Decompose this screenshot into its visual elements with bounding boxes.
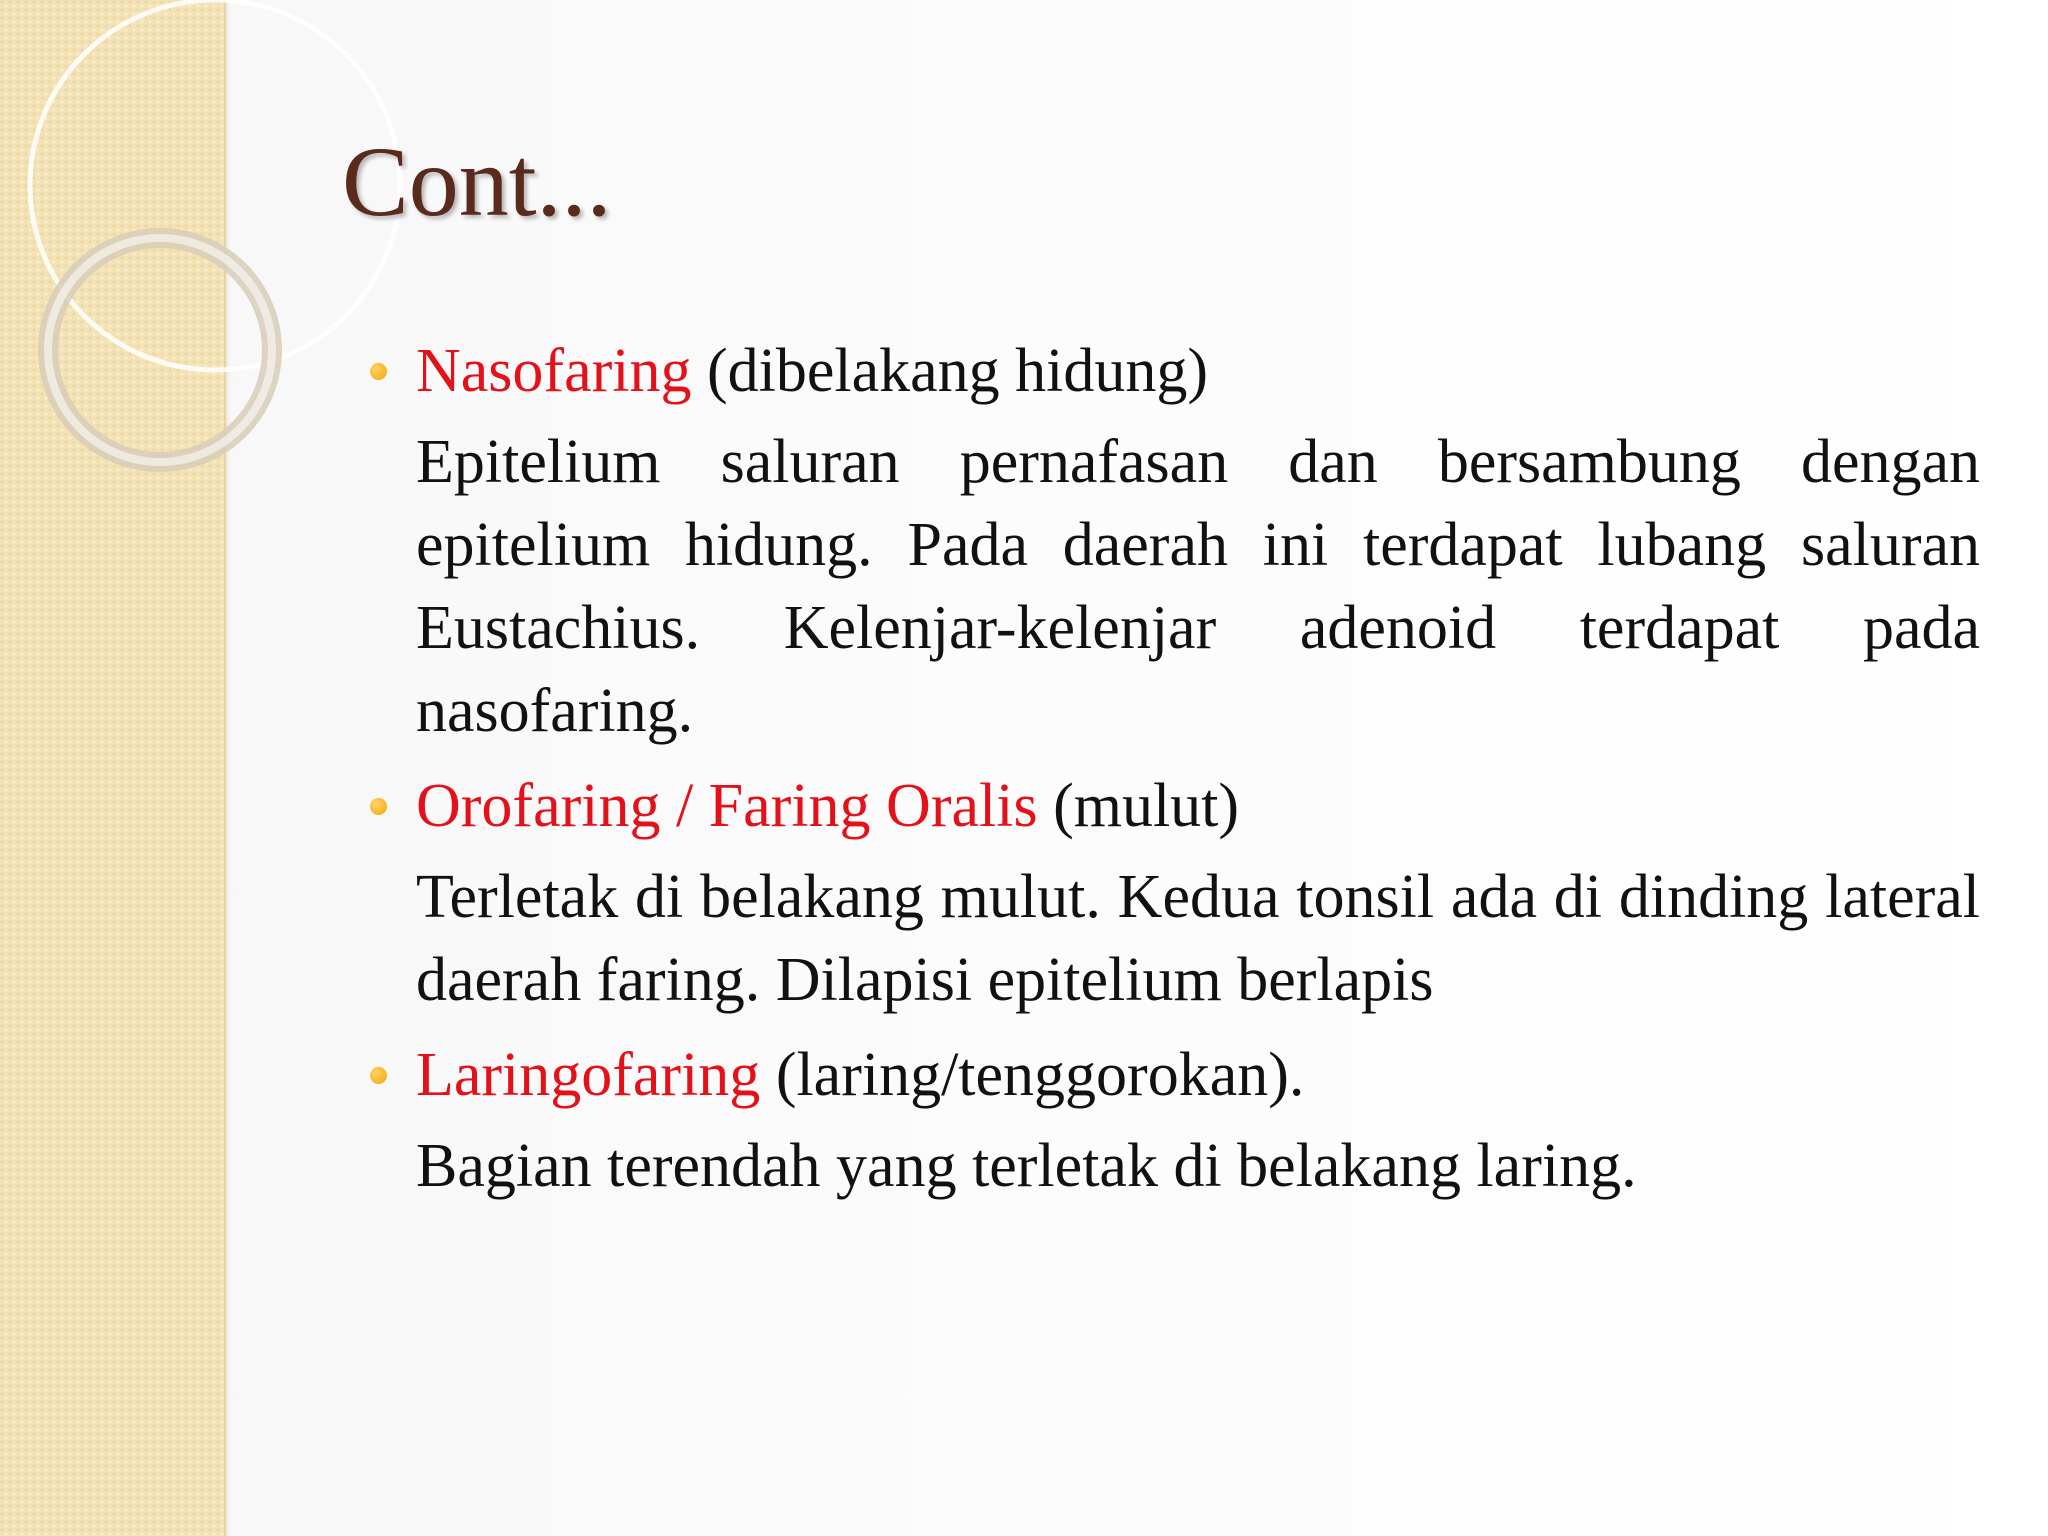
paragraph-nasofaring: Epitelium saluran pernafasan dan bersambung dengan epitelium hidung. Pada daerah ini terdapat lubang saluran Eustachius. Kelenjar-kelenjar adenoid terdapat pada nasofaring. (416, 428, 1980, 745)
term-orofaring: Orofaring / Faring Oralis (416, 772, 1038, 840)
term-suffix: (dibelakang hidung) (691, 337, 1208, 405)
content-area (416, 330, 1980, 1220)
term-nasofaring: Nasofaring (416, 337, 692, 405)
term-suffix: (laring/tenggorokan). (760, 1041, 1305, 1109)
slide-title: Cont... (342, 126, 612, 237)
bullet-dot-icon (370, 1067, 387, 1084)
bullet-item-orofaring (416, 765, 1980, 848)
term-suffix: (mulut) (1037, 772, 1240, 840)
circle-rings-decoration (0, 0, 240, 520)
bullet-dot-icon (370, 363, 387, 380)
paragraph-laringofaring: Bagian terendah yang terletak di belakang laring. (416, 1132, 1637, 1200)
bullet-dot-icon (370, 798, 387, 815)
term-laringofaring: Laringofaring (416, 1041, 761, 1109)
paragraph-orofaring: Terletak di belakang mulut. Kedua tonsil ada di dinding lateral daerah faring. Dilapisi epitelium berlapis (416, 863, 1980, 1014)
bullet-item-nasofaring (416, 330, 1980, 413)
bullet-item-laringofaring (416, 1034, 1980, 1117)
